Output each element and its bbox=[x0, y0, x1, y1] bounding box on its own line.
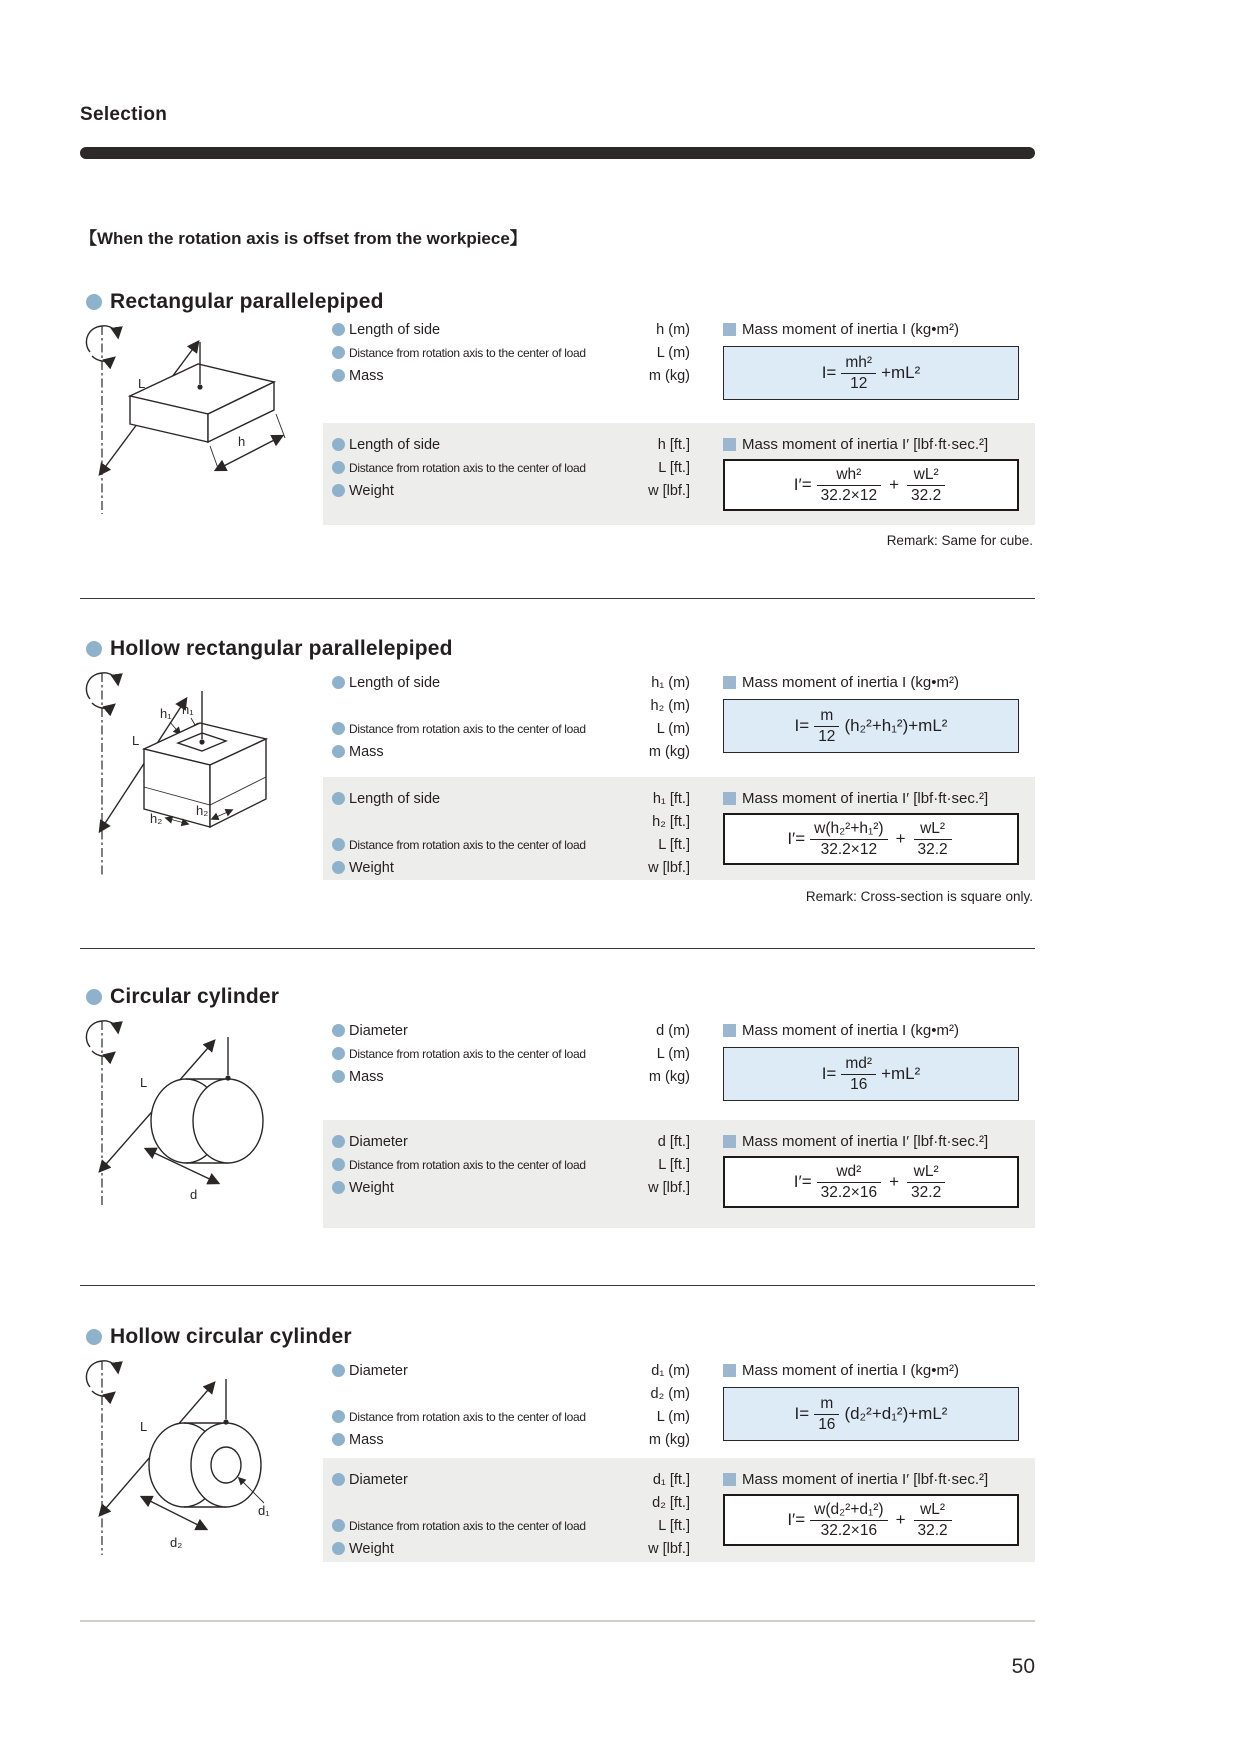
formula-fraction: $\frac{\text{wh²}}{32.2\times 12}$ bbox=[817, 466, 881, 505]
formula-lhs: I′= bbox=[793, 475, 812, 494]
center-dot bbox=[199, 739, 204, 744]
param-label: Diameter bbox=[349, 1133, 408, 1150]
section-heading bbox=[86, 985, 279, 1009]
imperial-parameters bbox=[332, 787, 690, 879]
imperial-formula-column bbox=[723, 1130, 1035, 1208]
param-label: Distance from rotation axis to the center of load bbox=[349, 1518, 586, 1533]
parameter-row bbox=[332, 1537, 690, 1560]
bullet-circle-icon bbox=[332, 1410, 345, 1423]
diagram-rectangular-parallelepiped bbox=[78, 314, 293, 519]
metric-parameters bbox=[332, 671, 690, 763]
metric-formula-column bbox=[723, 318, 1035, 400]
page-number: 50 bbox=[1011, 1655, 1035, 1678]
dimension-d2-label: d₂ bbox=[170, 1535, 183, 1550]
formula-fraction: $\frac{\text{wL²}}{32.2}$ bbox=[907, 466, 945, 505]
parameter-row bbox=[332, 1042, 690, 1065]
param-symbol: h₁ (m) bbox=[651, 674, 690, 691]
inertia-heading-text: Mass moment of inertia I (kg•m²) bbox=[742, 1021, 959, 1039]
formula-fraction: $\frac{\text{mh²}}{12}$ bbox=[841, 354, 876, 393]
param-symbol: L (m) bbox=[656, 1045, 690, 1062]
page-header-title: Selection bbox=[80, 104, 168, 125]
bullet-square-icon bbox=[723, 792, 736, 805]
section-heading bbox=[86, 637, 453, 661]
dimension-L-label: L bbox=[138, 376, 146, 391]
section-rectangular-parallelepiped bbox=[80, 290, 1035, 570]
param-label: Distance from rotation axis to the center of load bbox=[349, 837, 586, 852]
param-label: Distance from rotation axis to the center of load bbox=[349, 345, 586, 360]
section-title: Circular cylinder bbox=[110, 985, 280, 1008]
bullet-circle-icon bbox=[332, 438, 345, 451]
parameter-row bbox=[332, 1514, 690, 1537]
diagram-hollow-circular-cylinder bbox=[78, 1349, 293, 1559]
formula-lhs: I′= bbox=[787, 829, 806, 848]
section-circular-cylinder bbox=[80, 985, 1035, 1245]
parameter-row bbox=[332, 364, 690, 387]
section-hollow-circular-cylinder bbox=[80, 1325, 1035, 1575]
imperial-formula-column bbox=[723, 1468, 1035, 1546]
dimension-L-label: L bbox=[140, 1075, 148, 1090]
param-label: Distance from rotation axis to the center of load bbox=[349, 1157, 586, 1172]
bullet-square-icon bbox=[723, 1135, 736, 1148]
diagram-circular-cylinder bbox=[78, 1009, 293, 1209]
section-divider bbox=[80, 1285, 1035, 1286]
param-label: Mass bbox=[349, 1431, 384, 1448]
imperial-formula-column bbox=[723, 787, 1035, 865]
param-label: Length of side bbox=[349, 436, 441, 453]
parameter-row bbox=[332, 1428, 690, 1451]
center-dot bbox=[197, 384, 202, 389]
formula-lhs: I= bbox=[821, 1064, 837, 1083]
imperial-formula-column bbox=[723, 433, 1035, 511]
bullet-circle-icon bbox=[332, 1181, 345, 1194]
param-label: Distance from rotation axis to the center of load bbox=[349, 721, 586, 736]
cylinder-outline bbox=[151, 1079, 263, 1163]
metric-unit bbox=[332, 1019, 1035, 1101]
metric-unit bbox=[332, 318, 1035, 400]
section-banner: 【When the rotation axis is offset from the workpiece】 bbox=[80, 229, 527, 248]
bullet-circle-icon bbox=[332, 861, 345, 874]
parameter-row bbox=[332, 1065, 690, 1088]
formula-operator: + bbox=[895, 829, 906, 848]
inertia-heading-text: Mass moment of inertia I′ [lbf·ft·sec.²] bbox=[742, 1132, 989, 1150]
footer-divider bbox=[80, 1620, 1035, 1622]
inertia-heading-imperial bbox=[723, 1130, 1035, 1152]
parameter-row bbox=[332, 1468, 690, 1491]
metric-parameters bbox=[332, 1359, 690, 1451]
param-label: Distance from rotation axis to the center of load bbox=[349, 1046, 586, 1061]
inertia-heading-text: Mass moment of inertia I (kg•m²) bbox=[742, 1361, 959, 1379]
bullet-circle-icon bbox=[332, 369, 345, 382]
inertia-heading-text: Mass moment of inertia I′ [lbf·ft·sec.²] bbox=[742, 435, 989, 453]
metric-parameters bbox=[332, 1019, 690, 1088]
bullet-circle-icon bbox=[86, 294, 102, 310]
param-label: Diameter bbox=[349, 1022, 408, 1039]
bullet-circle-icon bbox=[332, 1519, 345, 1532]
bullet-circle-icon bbox=[86, 641, 102, 657]
box-outline bbox=[130, 364, 274, 442]
parameter-row bbox=[332, 856, 690, 879]
bullet-circle-icon bbox=[332, 1024, 345, 1037]
param-symbol: d₁ [ft.] bbox=[652, 1471, 690, 1488]
bullet-circle-icon bbox=[332, 1158, 345, 1171]
imperial-band bbox=[323, 1120, 1035, 1228]
formula-fraction: $\frac{\text{md²}}{16}$ bbox=[841, 1055, 876, 1094]
formula-lhs: I= bbox=[821, 363, 837, 382]
param-symbol: h (m) bbox=[656, 321, 690, 338]
param-symbol: d (m) bbox=[656, 1022, 690, 1039]
bullet-circle-icon bbox=[332, 722, 345, 735]
parameter-row bbox=[332, 671, 690, 694]
bullet-circle-icon bbox=[86, 989, 102, 1005]
dimension-h1-label: h₁ bbox=[182, 702, 194, 717]
parameter-row bbox=[332, 433, 690, 456]
metric-formula-column bbox=[723, 671, 1035, 753]
formula-fraction: $\frac{m}{16}$ bbox=[814, 1395, 839, 1434]
parameter-row bbox=[332, 456, 690, 479]
dimension-h-label: h bbox=[238, 434, 246, 449]
formula-lhs: I′= bbox=[793, 1172, 812, 1191]
formula-box-imperial bbox=[723, 1494, 1019, 1546]
bullet-circle-icon bbox=[332, 745, 345, 758]
inertia-heading-text: Mass moment of inertia I (kg•m²) bbox=[742, 320, 959, 338]
param-symbol: m (kg) bbox=[648, 1068, 690, 1085]
bullet-square-icon bbox=[723, 676, 736, 689]
formula-box-metric bbox=[723, 346, 1019, 400]
formula-fraction: $\frac{\text{wd²}}{32.2\times 16}$ bbox=[817, 1163, 881, 1202]
param-symbol: d₂ (m) bbox=[650, 1385, 690, 1402]
section-divider bbox=[80, 598, 1035, 599]
param-label: Mass bbox=[349, 1068, 384, 1085]
param-symbol: m (kg) bbox=[648, 743, 690, 760]
inertia-heading-metric bbox=[723, 1019, 1035, 1041]
inertia-heading-imperial bbox=[723, 787, 1035, 809]
param-symbol: L [ft.] bbox=[658, 1517, 690, 1534]
parameter-row bbox=[332, 694, 690, 717]
param-label: Distance from rotation axis to the center of load bbox=[349, 460, 586, 475]
remark-text: Remark: Same for cube. bbox=[886, 533, 1033, 548]
param-label: Distance from rotation axis to the center of load bbox=[349, 1409, 586, 1424]
param-symbol: h [ft.] bbox=[657, 436, 690, 453]
bullet-circle-icon bbox=[332, 323, 345, 336]
inertia-heading-imperial bbox=[723, 1468, 1035, 1490]
param-symbol: d₁ (m) bbox=[651, 1362, 690, 1379]
imperial-band bbox=[323, 423, 1035, 525]
dimension-h1-label: h₁ bbox=[160, 706, 172, 721]
imperial-band bbox=[323, 777, 1035, 880]
parameter-row bbox=[332, 740, 690, 763]
header-rule-bar bbox=[80, 147, 1035, 159]
param-label: Weight bbox=[349, 482, 394, 499]
formula-tail: +mL² bbox=[881, 1064, 921, 1083]
section-title: Hollow rectangular parallelepiped bbox=[110, 637, 453, 660]
remark-text: Remark: Cross-section is square only. bbox=[805, 889, 1033, 904]
formula-fraction: $\frac{\text{wL²}}{32.2}$ bbox=[914, 1501, 952, 1540]
bullet-circle-icon bbox=[86, 1329, 102, 1345]
param-symbol: m (kg) bbox=[648, 367, 690, 384]
param-symbol: L (m) bbox=[656, 1408, 690, 1425]
inertia-heading-text: Mass moment of inertia I (kg•m²) bbox=[742, 673, 959, 691]
parameter-row bbox=[332, 1491, 690, 1514]
section-title: Rectangular parallelepiped bbox=[110, 290, 384, 313]
diagram-hollow-rectangular-parallelepiped bbox=[78, 661, 293, 879]
inertia-heading-text: Mass moment of inertia I′ [lbf·ft·sec.²] bbox=[742, 1470, 989, 1488]
bullet-square-icon bbox=[723, 1024, 736, 1037]
bullet-circle-icon bbox=[332, 1070, 345, 1083]
bullet-circle-icon bbox=[332, 461, 345, 474]
bullet-square-icon bbox=[723, 1473, 736, 1486]
param-label: Diameter bbox=[349, 1471, 408, 1488]
bullet-circle-icon bbox=[332, 1364, 345, 1377]
metric-unit bbox=[332, 671, 1035, 763]
parameter-row bbox=[332, 479, 690, 502]
param-symbol: h₂ (m) bbox=[650, 697, 690, 714]
bullet-circle-icon bbox=[332, 838, 345, 851]
formula-box-metric bbox=[723, 699, 1019, 753]
formula-fraction: $\frac{\text{w(h₂²+h₁²)}}{32.2\times 12}$ bbox=[810, 820, 887, 859]
bullet-circle-icon bbox=[332, 1135, 345, 1148]
param-symbol: d₂ [ft.] bbox=[652, 1494, 690, 1511]
center-dot bbox=[225, 1075, 230, 1080]
formula-operator: + bbox=[895, 1510, 906, 1529]
bullet-circle-icon bbox=[332, 1047, 345, 1060]
metric-unit bbox=[332, 1359, 1035, 1451]
parameter-row bbox=[332, 1130, 690, 1153]
parameter-row bbox=[332, 1176, 690, 1199]
bullet-circle-icon bbox=[332, 484, 345, 497]
formula-lhs: I= bbox=[794, 716, 810, 735]
param-label: Length of side bbox=[349, 321, 441, 338]
bullet-square-icon bbox=[723, 323, 736, 336]
formula-tail: (h₂²+h₁²)+mL² bbox=[844, 716, 948, 735]
param-symbol: L [ft.] bbox=[658, 836, 690, 853]
param-label: Mass bbox=[349, 367, 384, 384]
section-divider bbox=[80, 948, 1035, 949]
param-label: Length of side bbox=[349, 790, 441, 807]
formula-fraction: $\frac{\text{wL²}}{32.2}$ bbox=[914, 820, 952, 859]
imperial-parameters bbox=[332, 1468, 690, 1560]
formula-fraction: $\frac{m}{12}$ bbox=[814, 707, 839, 746]
dimension-h2-label: h₂ bbox=[150, 811, 163, 826]
section-heading bbox=[86, 1325, 352, 1349]
bullet-circle-icon bbox=[332, 1473, 345, 1486]
param-symbol: L (m) bbox=[656, 720, 690, 737]
hollow-cylinder-outline bbox=[149, 1423, 261, 1507]
param-label: Mass bbox=[349, 743, 384, 760]
bullet-circle-icon bbox=[332, 1433, 345, 1446]
inertia-heading-metric bbox=[723, 318, 1035, 340]
param-symbol: h₁ [ft.] bbox=[652, 790, 690, 807]
bullet-circle-icon bbox=[332, 1542, 345, 1555]
formula-box-imperial bbox=[723, 813, 1019, 865]
formula-tail: (d₂²+d₁²)+mL² bbox=[844, 1404, 948, 1423]
dimension-d-label: d bbox=[190, 1187, 198, 1202]
center-dot bbox=[223, 1419, 228, 1424]
section-heading bbox=[86, 290, 384, 314]
formula-lhs: I= bbox=[794, 1404, 810, 1423]
imperial-parameters bbox=[332, 1130, 690, 1199]
inertia-heading-imperial bbox=[723, 433, 1035, 455]
param-symbol: d [ft.] bbox=[657, 1133, 690, 1150]
metric-formula-column bbox=[723, 1359, 1035, 1441]
bullet-square-icon bbox=[723, 1364, 736, 1377]
bullet-circle-icon bbox=[332, 792, 345, 805]
section-title: Hollow circular cylinder bbox=[110, 1325, 352, 1348]
section-hollow-rectangular-parallelepiped bbox=[80, 637, 1035, 927]
param-label: Length of side bbox=[349, 674, 441, 691]
formula-box-imperial bbox=[723, 1156, 1019, 1208]
bullet-circle-icon bbox=[332, 346, 345, 359]
formula-tail: +mL² bbox=[881, 363, 921, 382]
parameter-row bbox=[332, 341, 690, 364]
param-symbol: L [ft.] bbox=[658, 459, 690, 476]
bullet-square-icon bbox=[723, 438, 736, 451]
metric-parameters bbox=[332, 318, 690, 387]
inertia-heading-text: Mass moment of inertia I′ [lbf·ft·sec.²] bbox=[742, 789, 989, 807]
bullet-circle-icon bbox=[332, 676, 345, 689]
param-symbol: w [lbf.] bbox=[648, 1179, 690, 1196]
parameter-row bbox=[332, 717, 690, 740]
formula-box-metric bbox=[723, 1047, 1019, 1101]
param-symbol: m (kg) bbox=[648, 1431, 690, 1448]
dimension-d1-label: d₁ bbox=[258, 1503, 270, 1518]
parameter-row bbox=[332, 1359, 690, 1382]
parameter-row bbox=[332, 833, 690, 856]
formula-box-imperial bbox=[723, 459, 1019, 511]
param-label: Weight bbox=[349, 1540, 394, 1557]
formula-operator: + bbox=[889, 1172, 900, 1191]
parameter-row bbox=[332, 1382, 690, 1405]
inertia-heading-metric bbox=[723, 671, 1035, 693]
dimension-L-label: L bbox=[140, 1419, 148, 1434]
param-symbol: w [lbf.] bbox=[648, 1540, 690, 1557]
param-label: Diameter bbox=[349, 1362, 408, 1379]
param-symbol: L [ft.] bbox=[658, 1156, 690, 1173]
formula-operator: + bbox=[889, 475, 900, 494]
formula-box-metric bbox=[723, 1387, 1019, 1441]
metric-formula-column bbox=[723, 1019, 1035, 1101]
param-symbol: h₂ [ft.] bbox=[652, 813, 690, 830]
dimension-h2-label: h₂ bbox=[196, 803, 209, 818]
param-label: Weight bbox=[349, 1179, 394, 1196]
dimension-h-arrow bbox=[216, 436, 282, 470]
param-symbol: w [lbf.] bbox=[648, 482, 690, 499]
param-symbol: L (m) bbox=[656, 344, 690, 361]
formula-fraction: $\frac{\text{wL²}}{32.2}$ bbox=[907, 1163, 945, 1202]
parameter-row bbox=[332, 1153, 690, 1176]
param-label: Weight bbox=[349, 859, 394, 876]
formula-lhs: I′= bbox=[787, 1510, 806, 1529]
parameter-row bbox=[332, 787, 690, 810]
dimension-L-label: L bbox=[132, 733, 140, 748]
parameter-row bbox=[332, 1019, 690, 1042]
parameter-row bbox=[332, 1405, 690, 1428]
imperial-band bbox=[323, 1458, 1035, 1562]
parameter-row bbox=[332, 318, 690, 341]
parameter-row bbox=[332, 810, 690, 833]
formula-fraction: $\frac{\text{w(d₂²+d₁²)}}{32.2\times 16}$ bbox=[810, 1501, 887, 1540]
imperial-parameters bbox=[332, 433, 690, 502]
inertia-heading-metric bbox=[723, 1359, 1035, 1381]
param-symbol: w [lbf.] bbox=[648, 859, 690, 876]
